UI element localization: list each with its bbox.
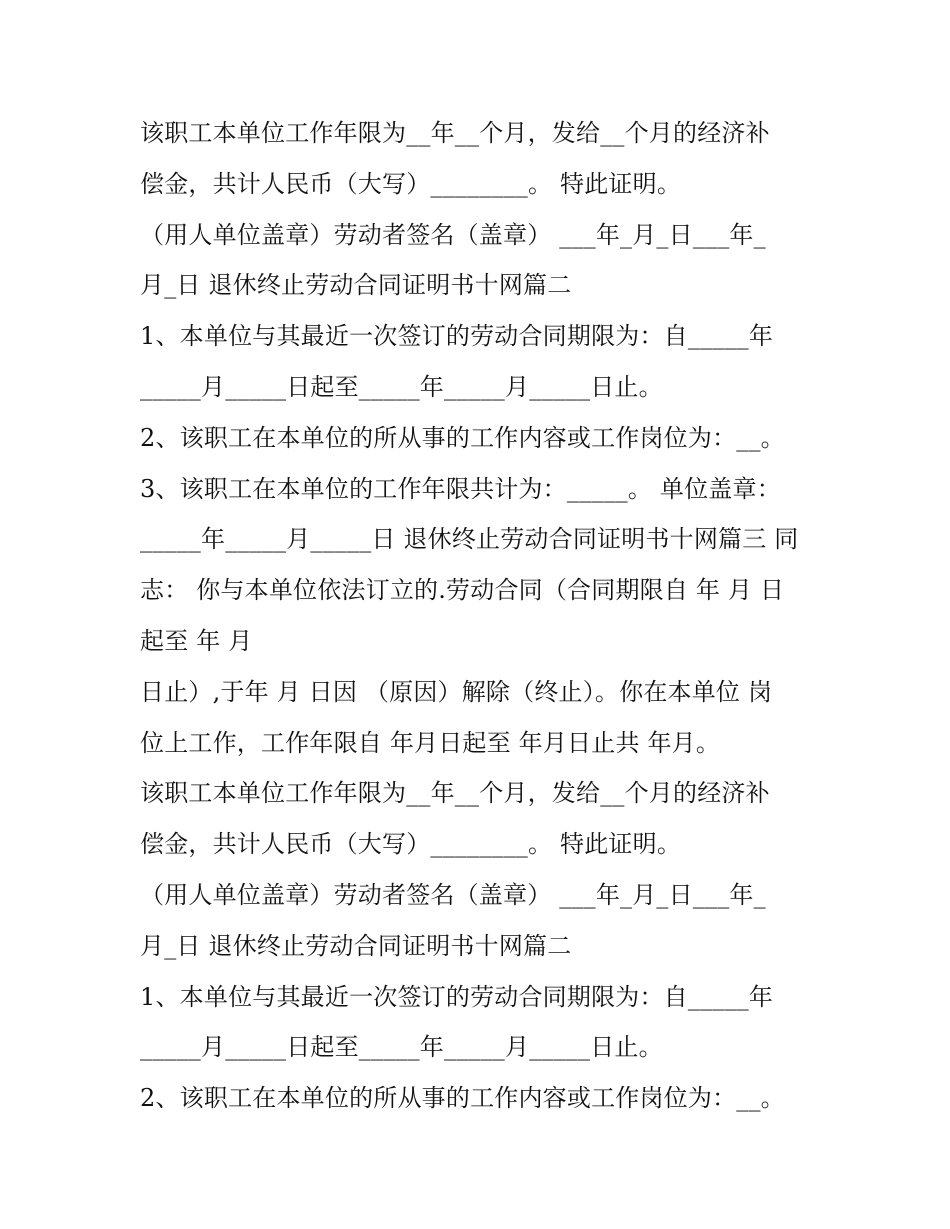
text-line: 3、该职工在本单位的工作年限共计为：_____。 单位盖章： bbox=[140, 474, 781, 503]
text-line: _____月_____日起至_____年_____月_____日止。 bbox=[140, 372, 663, 401]
text-line: _____年_____月_____日 退休终止劳动合同证明书十网篇三 同 bbox=[140, 525, 799, 554]
text-line: （用人单位盖章）劳动者签名（盖章） ___年_月_日___年_ bbox=[140, 880, 766, 909]
text-line: 月_日 退休终止劳动合同证明书十网篇二 bbox=[140, 931, 572, 960]
text-line: 偿金，共计人民币（大写）________。 特此证明。 bbox=[140, 169, 682, 198]
text-line: 月_日 退休终止劳动合同证明书十网篇二 bbox=[140, 271, 572, 300]
document-body bbox=[140, 108, 810, 1124]
text-line: 该职工本单位工作年限为__年__个月，发给__个月的经济补 bbox=[140, 119, 770, 147]
text-line: 2、该职工在本单位的所从事的工作内容或工作岗位为：__。 bbox=[140, 1084, 785, 1113]
text-line: 起至 年 月 bbox=[140, 626, 253, 655]
text-line: 志： 你与本单位依法订立的.劳动合同（合同期限自 年 月 日 bbox=[140, 576, 785, 605]
text-line: 2、该职工在本单位的所从事的工作内容或工作岗位为：__。 bbox=[140, 423, 785, 452]
text-line: 1、本单位与其最近一次签订的劳动合同期限为：自_____年 bbox=[140, 322, 774, 351]
text-line: 偿金，共计人民币（大写）________。 特此证明。 bbox=[140, 830, 682, 859]
text-line: 位上工作，工作年限自 年月日起至 年月日止共 年月。 bbox=[140, 728, 721, 757]
text-line: _____月_____日起至_____年_____月_____日止。 bbox=[140, 1033, 663, 1062]
text-line: 1、本单位与其最近一次签订的劳动合同期限为：自_____年 bbox=[140, 982, 774, 1011]
text-line: （用人单位盖章）劳动者签名（盖章） ___年_月_日___年_ bbox=[140, 220, 766, 249]
text-line: 日止）,于年 月 日因 （原因）解除（终止）。你在本单位 岗 bbox=[140, 677, 773, 706]
text-line: 该职工本单位工作年限为__年__个月，发给__个月的经济补 bbox=[140, 779, 770, 808]
